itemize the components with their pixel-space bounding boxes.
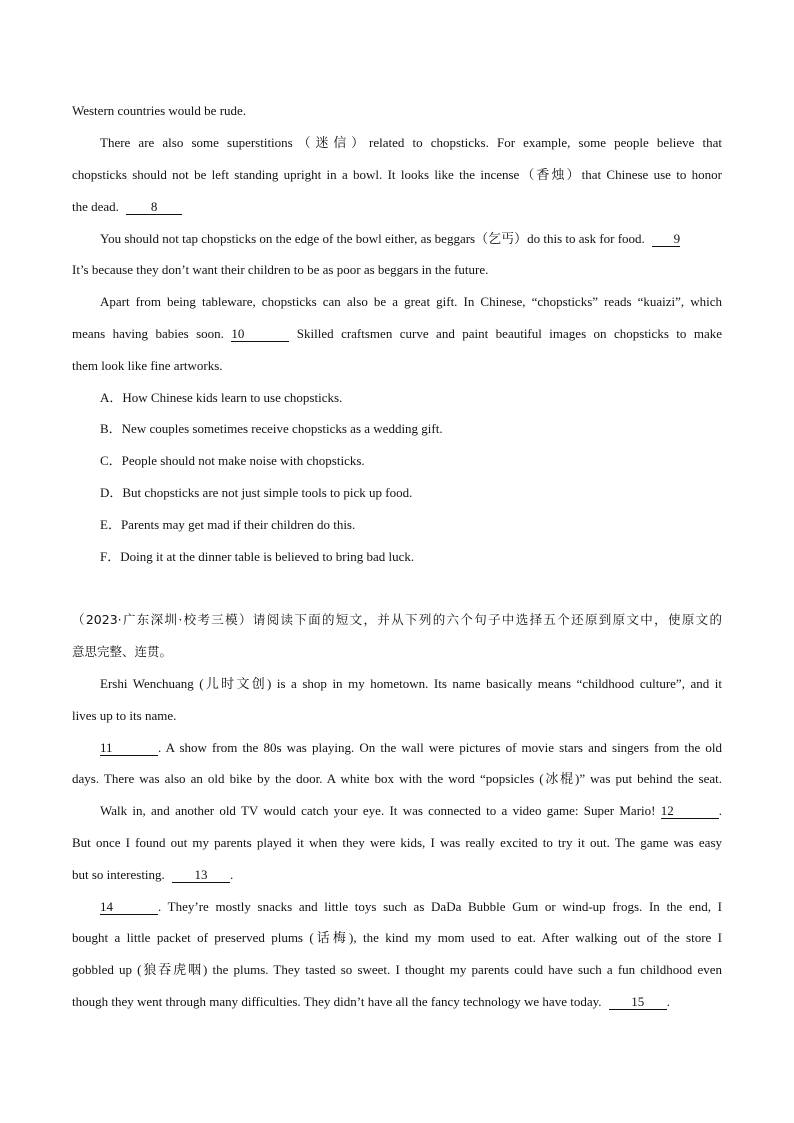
passage-line: but so interesting. 13 . [72,867,234,882]
answer-blank-14[interactable]: 14 [100,900,158,915]
passage-text: the dead. [72,199,119,214]
passage-line: Walk in, and another old TV would catch your eye. It was connected to a video game: Super Mario! 12 . [100,803,723,818]
passage-text: Walk in, and another old TV would catch your eye. It was connected to a video game: Super Mario! [100,803,656,818]
passage-text: You should not tap chopsticks on the edge of the bowl either, as beggars（乞丐）do this to ask for food. [100,231,645,246]
option-d: D．But chopsticks are not just simple tools to pick up food. [100,485,413,500]
passage-line [100,740,722,756]
passage-line: But once I found out my parents played it when they were kids, I was really excited to try it out. The game was easy [72,835,722,850]
option-b: B．New couples sometimes receive chopsticks as a wedding gift. [100,421,443,436]
passage-line: lives up to its name. [72,708,177,723]
passage-line [100,899,722,915]
option-e: E．Parents may get mad if their children do this. [100,517,356,532]
passage-line: gobbled up (狼吞虎咽) the plums. They tasted so sweet. I thought my parents could have such a fun childhood even [72,962,722,977]
answer-blank-12[interactable]: 12 [661,804,719,819]
passage-text: Skilled craftsmen curve and paint beautiful images on chopsticks to make [296,326,723,341]
passage-line: Western countries would be rude. [72,103,247,118]
passage-text: but so interesting. [72,867,165,882]
passage-line: There are also some superstitions（迷信）related to chopsticks. For example, some people believe that [100,135,722,150]
option-c: C．People should not make noise with chopsticks. [100,453,365,468]
passage-line: Ershi Wenchuang (儿时文创) is a shop in my hometown. Its name basically means “childhood culture”, and it [100,676,722,691]
passage-line: them look like fine artworks. [72,358,223,373]
passage-line [100,231,722,247]
answer-blank-10[interactable]: 10 [231,327,289,342]
answer-blank-9[interactable]: 9 [652,232,680,247]
passage-line: chopsticks should not be left standing upright in a bowl. It looks like the incense（香烛）that Chinese use to honor [72,167,722,182]
answer-blank-13[interactable]: 13 [172,868,230,883]
passage-text: though they went through many difficulties. They didn’t have all the fancy technology we have today. [72,994,602,1009]
option-f: F．Doing it at the dinner table is believed to bring bad luck. [100,549,415,564]
passage-text: . They’re mostly snacks and little toys such as DaDa Bubble Gum or wind-up frogs. In the end, I [158,899,722,914]
answer-blank-11[interactable]: 11 [100,741,158,756]
passage-line: It’s because they don’t want their children to be as poor as beggars in the future. [72,262,489,277]
option-a: A．How Chinese kids learn to use chopsticks. [100,390,343,405]
passage-line: bought a little packet of preserved plums (话梅), the kind my mom used to eat. After walking out of the store I [72,930,722,945]
passage-text: . A show from the 80s was playing. On the wall were pictures of movie stars and singers from the old [158,740,722,755]
passage-text: means having babies soon. [72,326,224,341]
passage-line: though they went through many difficulties. They didn’t have all the fancy technology we have today. 15 . [72,994,670,1009]
question-heading: （2023·广东深圳·校考三模）请阅读下面的短文，并从下列的六个句子中选择五个还原到原文中，使原文的 [72,612,722,627]
question-heading: 意思完整、连贯。 [72,644,173,659]
answer-blank-8[interactable]: 8 [126,200,182,215]
passage-line: days. There was also an old bike by the door. A white box with the word “popsicles (冰棍)” was put behind the seat. [72,771,723,786]
answer-blank-15[interactable]: 15 [609,995,667,1010]
passage-line [72,326,722,342]
passage-line: Apart from being tableware, chopsticks can also be a great gift. In Chinese, “chopsticks” reads “kuaizi”, which [100,294,722,309]
passage-line [72,199,722,215]
